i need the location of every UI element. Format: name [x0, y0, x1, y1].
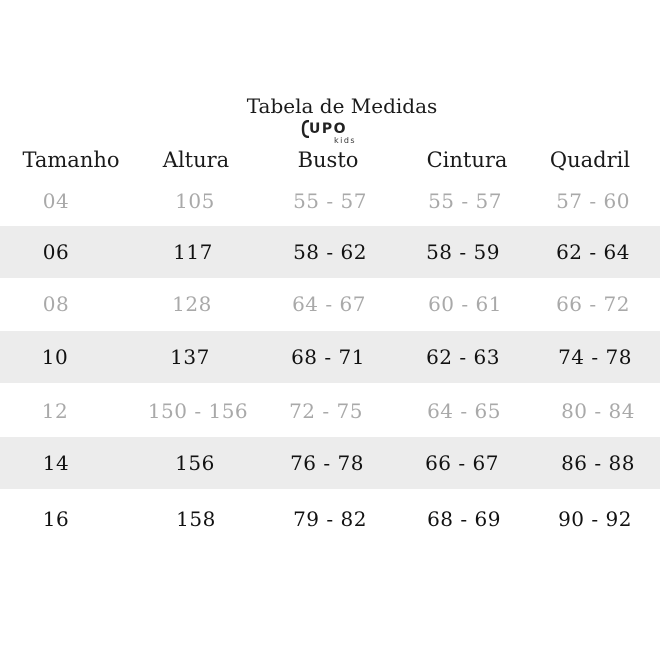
logo-brand-text: UPO [309, 121, 348, 137]
cell-quadril: 90 - 92 [558, 507, 632, 531]
cell-quadril: 74 - 78 [558, 345, 632, 369]
cell-size: 14 [42, 451, 70, 475]
cell-altura: 150 - 156 [147, 399, 249, 423]
cell-size: 06 [42, 240, 70, 264]
cell-quadril: 86 - 88 [561, 451, 635, 475]
cell-size: 12 [41, 399, 69, 423]
cell-quadril: 66 - 72 [556, 292, 630, 316]
cell-altura: 128 [172, 292, 212, 316]
logo-sub-text: kids [334, 136, 357, 145]
table-row [0, 493, 660, 545]
table-row [0, 437, 660, 489]
cell-cintura: 58 - 59 [426, 240, 500, 264]
cell-cintura: 60 - 61 [428, 292, 502, 316]
cell-busto: 58 - 62 [293, 240, 367, 264]
cell-altura: 158 [176, 507, 216, 531]
cell-cintura: 66 - 67 [425, 451, 499, 475]
page-title: Tabela de Medidas [246, 94, 438, 118]
cell-size: 04 [42, 189, 70, 213]
brand-logo [306, 121, 366, 147]
header-altura: Altura [162, 148, 230, 172]
cell-busto: 55 - 57 [293, 189, 367, 213]
table-row [0, 278, 660, 330]
cell-size: 08 [42, 292, 70, 316]
cell-busto: 76 - 78 [290, 451, 364, 475]
cell-size: 16 [42, 507, 70, 531]
table-row [0, 331, 660, 383]
cell-quadril: 57 - 60 [556, 189, 630, 213]
cell-altura: 137 [170, 345, 210, 369]
table-row [0, 385, 660, 437]
cell-cintura: 62 - 63 [426, 345, 500, 369]
table-row [0, 175, 660, 227]
header-cintura: Cintura [426, 148, 508, 172]
cell-altura: 105 [175, 189, 215, 213]
cell-altura: 156 [175, 451, 215, 475]
cell-busto: 79 - 82 [293, 507, 367, 531]
table-row [0, 226, 660, 278]
header-busto: Busto [297, 148, 359, 172]
cell-cintura: 68 - 69 [427, 507, 501, 531]
cell-busto: 68 - 71 [291, 345, 365, 369]
cell-quadril: 62 - 64 [556, 240, 630, 264]
cell-quadril: 80 - 84 [561, 399, 635, 423]
cell-size: 10 [41, 345, 69, 369]
cell-busto: 72 - 75 [289, 399, 363, 423]
cell-cintura: 55 - 57 [428, 189, 502, 213]
header-quadril: Quadril [549, 148, 631, 172]
header-tamanho: Tamanho [22, 148, 120, 172]
cell-altura: 117 [173, 240, 213, 264]
cell-cintura: 64 - 65 [427, 399, 501, 423]
cell-busto: 64 - 67 [292, 292, 366, 316]
